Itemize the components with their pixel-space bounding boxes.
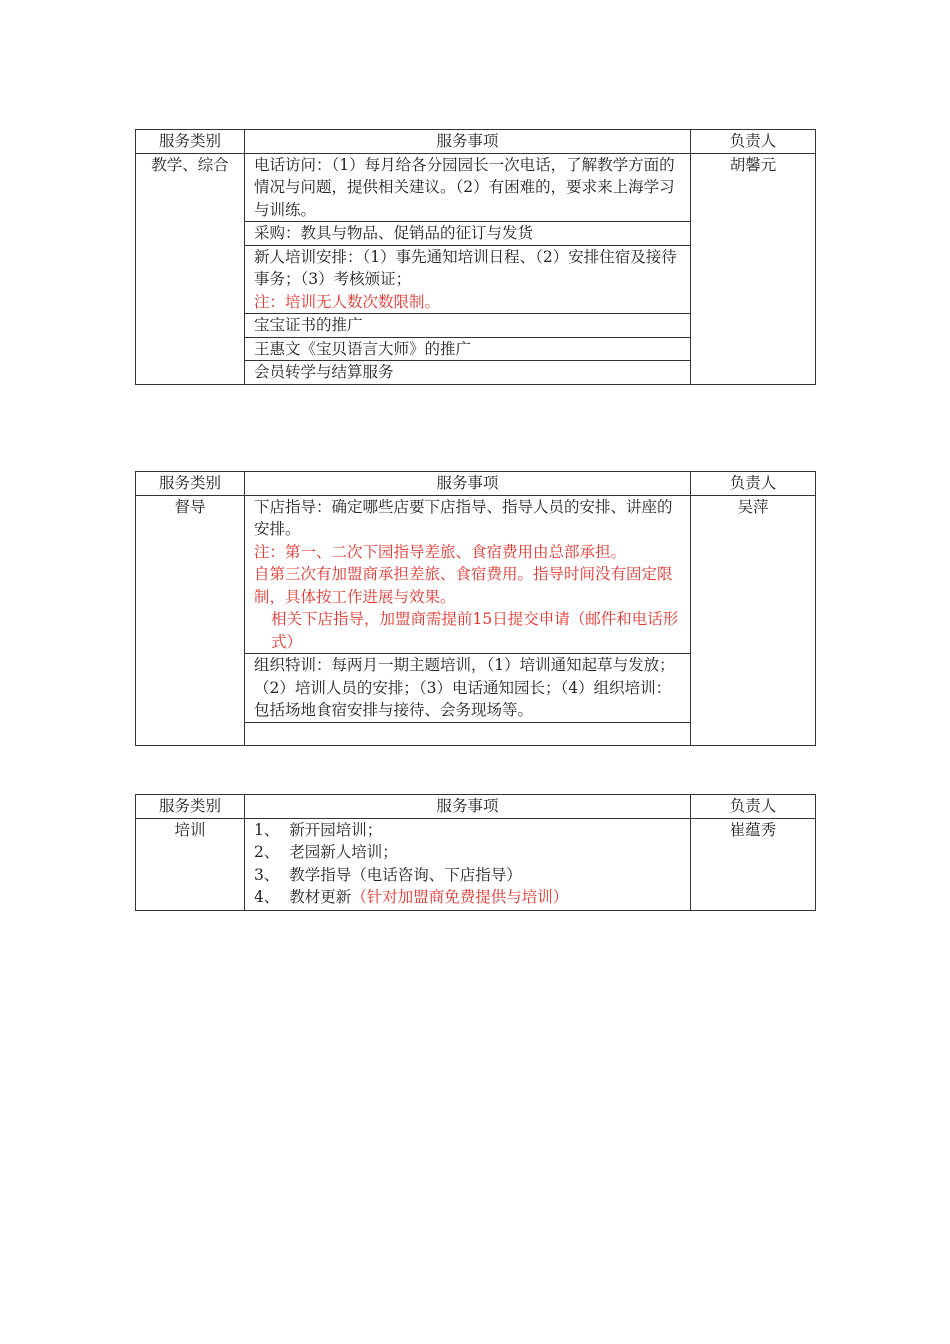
header-owner: 负责人 bbox=[691, 472, 816, 496]
table-header-row bbox=[136, 130, 816, 154]
table-header-row bbox=[136, 795, 816, 819]
item-cell: 组织特训：每两月一期主题培训，（1）培训通知起草与发放；（2）培训人员的安排；（3）电话通知园长；（4）组织培训：包括场地食宿安排与接待、会务现场等。 bbox=[245, 654, 691, 723]
category-cell: 培训 bbox=[136, 818, 245, 910]
item-cell: 王惠文《宝贝语言大师》的推广 bbox=[245, 337, 691, 361]
header-category: 服务类别 bbox=[136, 130, 245, 154]
service-table-supervision bbox=[135, 471, 816, 746]
item-cell bbox=[245, 495, 691, 654]
item-cell bbox=[245, 818, 691, 910]
item-cell bbox=[245, 245, 691, 314]
list-item bbox=[254, 864, 681, 887]
service-table-teaching bbox=[135, 129, 816, 385]
list-item-text: 老园新人培训； bbox=[289, 843, 398, 861]
category-cell: 督导 bbox=[136, 495, 245, 745]
item-cell-empty bbox=[245, 722, 691, 745]
item-cell: 电话访问：（1）每月给各分园园长一次电话，了解教学方面的情况与问题，提供相关建议。（2）有困难的，要求来上海学习与训练。 bbox=[245, 153, 691, 222]
item-text: 新人培训安排：（1）事先通知培训日程、（2）安排住宿及接待事务；（3）考核颁证； bbox=[254, 247, 677, 288]
item-cell: 会员转学与结算服务 bbox=[245, 361, 691, 385]
list-item-number: 4、 bbox=[254, 888, 280, 906]
header-items: 服务事项 bbox=[245, 130, 691, 154]
list-item-number: 2、 bbox=[254, 843, 280, 861]
table-row bbox=[136, 818, 816, 910]
item-note: 注：第一、二次下园指导差旅、食宿费用由总部承担。 bbox=[254, 542, 627, 561]
header-items: 服务事项 bbox=[245, 472, 691, 496]
list-item-text: 教学指导（电话咨询、下店指导） bbox=[289, 865, 522, 884]
header-items: 服务事项 bbox=[245, 795, 691, 819]
item-note: 自第三次有加盟商承担差旅、食宿费用。指导时间没有固定限制，具体按工作进展与效果。 bbox=[254, 565, 673, 606]
table-row bbox=[136, 153, 816, 222]
list-item bbox=[254, 819, 681, 842]
category-cell: 教学、综合 bbox=[136, 153, 245, 384]
header-category: 服务类别 bbox=[136, 472, 245, 496]
table-header-row bbox=[136, 472, 816, 496]
owner-cell: 吴萍 bbox=[691, 495, 816, 745]
owner-cell: 胡馨元 bbox=[691, 153, 816, 384]
list-item bbox=[254, 841, 681, 864]
header-owner: 负责人 bbox=[691, 130, 816, 154]
item-note: 相关下店指导，加盟商需提前15日提交申请（邮件和电话形式） bbox=[271, 610, 679, 651]
list-item-text: 教材更新 bbox=[289, 888, 352, 906]
item-cell: 采购：教具与物品、促销品的征订与发货 bbox=[245, 222, 691, 246]
owner-cell: 崔蕴秀 bbox=[691, 818, 816, 910]
list-item bbox=[254, 886, 681, 909]
list-item-note: （针对加盟商免费提供与培训） bbox=[351, 888, 569, 906]
list-item-number: 1、 bbox=[254, 820, 280, 839]
list-item-text: 新开园培训； bbox=[289, 820, 383, 839]
list-item-number: 3、 bbox=[254, 865, 280, 884]
header-owner: 负责人 bbox=[691, 795, 816, 819]
service-table-training bbox=[135, 794, 816, 911]
header-category: 服务类别 bbox=[136, 795, 245, 819]
item-text: 下店指导：确定哪些店要下店指导、指导人员的安排、讲座的安排。 bbox=[254, 497, 673, 538]
table-row bbox=[136, 495, 816, 654]
item-note: 注：培训无人数次数限制。 bbox=[254, 292, 441, 311]
item-cell: 宝宝证书的推广 bbox=[245, 314, 691, 338]
